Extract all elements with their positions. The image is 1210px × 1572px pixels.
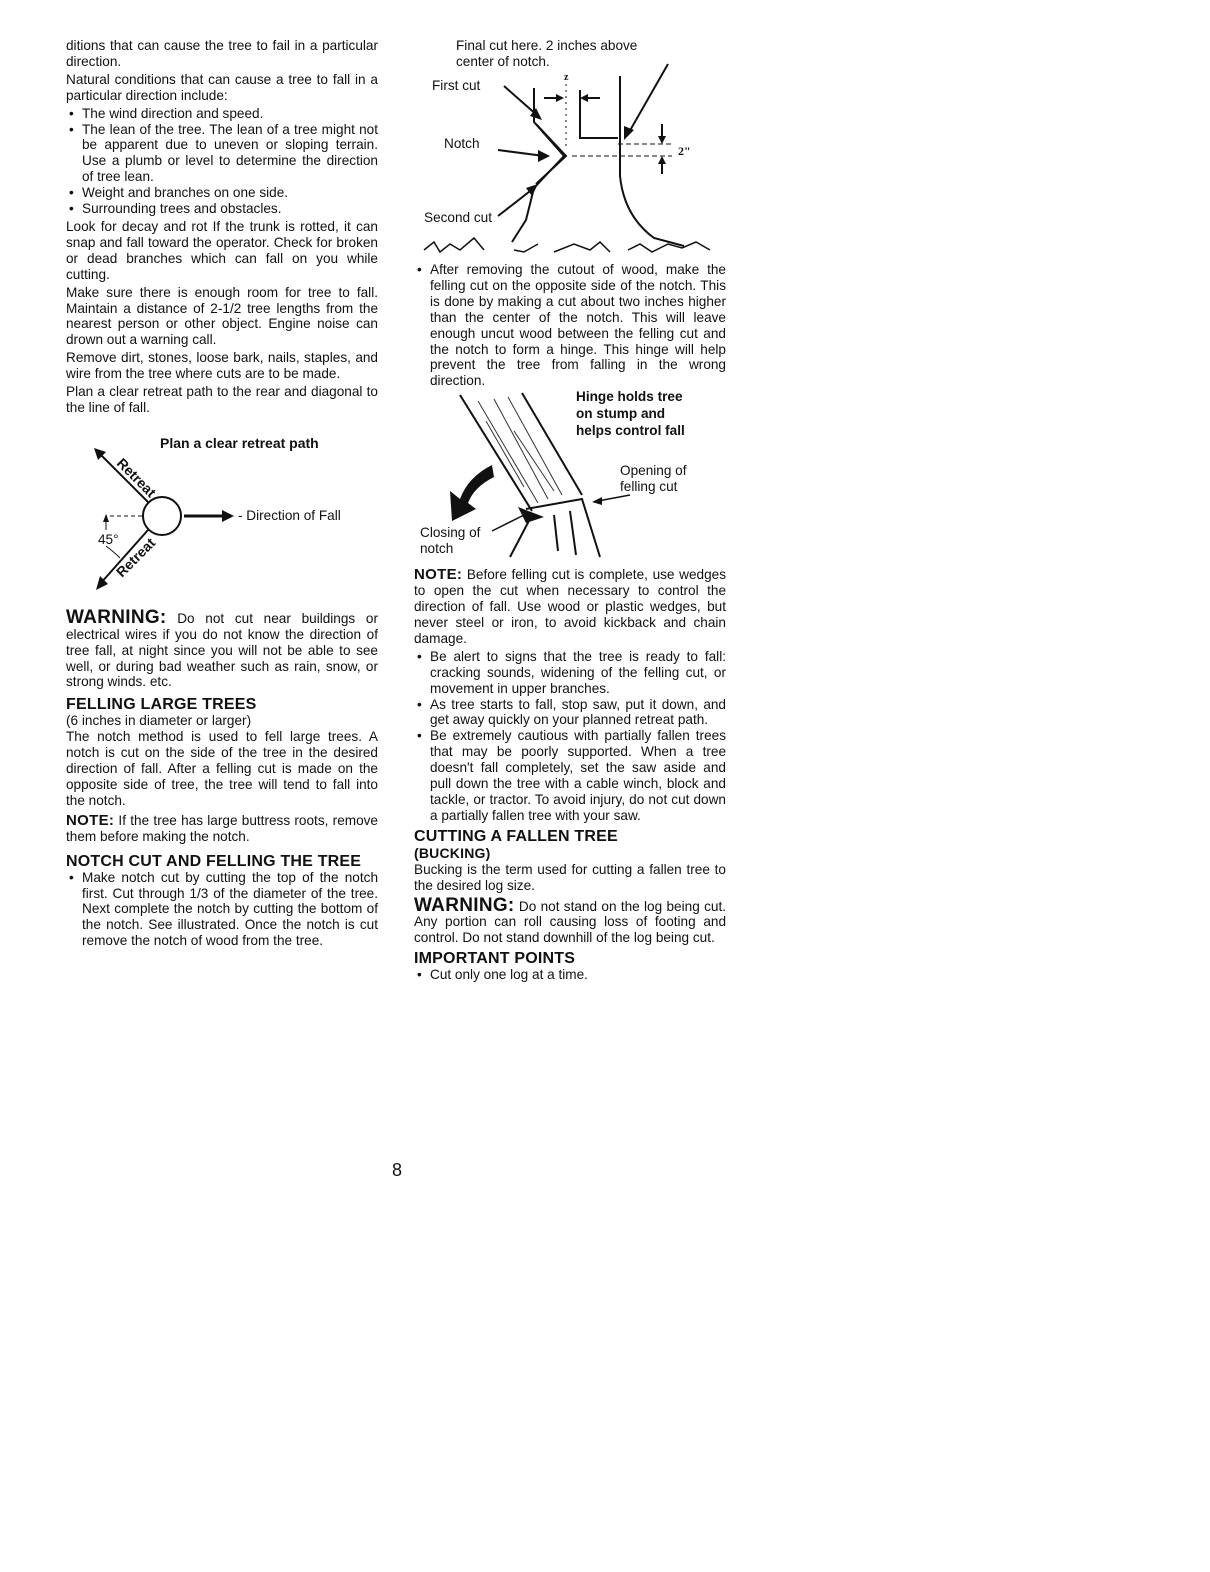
list-item: • Cut only one log at a time. bbox=[414, 967, 726, 983]
retreat-figure-caption: Plan a clear retreat path bbox=[160, 434, 319, 451]
second-cut-label: Second cut bbox=[424, 210, 493, 225]
notch-cut-heading: NOTCH CUT AND FELLING THE TREE bbox=[66, 852, 362, 870]
opening-label-1: Opening of bbox=[620, 463, 687, 479]
natural-conditions-paragraph: Natural conditions that can cause a tree to fall in a particular direction include: bbox=[66, 71, 378, 103]
warning-label: WARNING: bbox=[414, 894, 515, 916]
list-item: • After removing the cutout of wood, make the felling cut on the opposite side of the notch. This is done by making a cut about two inches higher than the center of the notch. This will leave enough uncut wood between the felling cut and the notch to form a hinge. This hinge will help prevent the tree from falling in the wrong direction. bbox=[414, 262, 726, 389]
list-item: • Weight and branches on one side. bbox=[66, 185, 378, 201]
falling-trunk bbox=[460, 393, 582, 511]
warning-text: Do not stand on the log being cut. Any portion can roll causing loss of footing and control. Do not stand downhill of the log being cut. bbox=[414, 898, 726, 946]
hinge-figure bbox=[414, 391, 726, 567]
list-item: • Be alert to signs that the tree is ready to fall: cracking sounds, widening of the felling cut, or movement in upper branches. bbox=[414, 649, 726, 697]
height-arrowhead-top bbox=[658, 136, 666, 144]
fall-direction-arrow bbox=[450, 465, 494, 521]
notch-top-marker: z bbox=[564, 72, 569, 83]
angle-label: 45° bbox=[98, 531, 119, 547]
list-item: • Be extremely cautious with partially fallen trees that may be poorly supported. When a tree doesn't fall completely, set the saw aside and pull down the tree with a cable winch, block and tackle, or tractor. To avoid injury, do not cut down a partially fallen tree with your saw. bbox=[414, 728, 726, 823]
first-cut-pointer bbox=[504, 86, 538, 116]
list-item: • Surrounding trees and obstacles. bbox=[66, 201, 378, 217]
list-item: • The wind direction and speed. bbox=[66, 106, 378, 122]
opening-pointer bbox=[598, 495, 630, 501]
notch-cut-figure bbox=[414, 38, 726, 262]
final-cut-label-2: center of notch. bbox=[456, 54, 550, 69]
important-points-list bbox=[414, 967, 726, 983]
page-number: 8 bbox=[392, 1160, 403, 1180]
left-column bbox=[66, 38, 378, 951]
felling-large-trees-heading: FELLING LARGE TREES bbox=[66, 696, 257, 714]
bucking-paragraph: Bucking is the term used for cutting a fallen tree to the desired log size. bbox=[414, 861, 726, 893]
list-item: • As tree starts to fall, stop saw, put it down, and get away quickly on your planned retreat path. bbox=[414, 697, 726, 729]
note-paragraph bbox=[414, 567, 726, 647]
height-arrowhead-bottom bbox=[658, 156, 666, 164]
first-cut-label: First cut bbox=[432, 78, 481, 93]
fall-safety-list bbox=[414, 649, 726, 824]
hinge-label-3: helps control fall bbox=[576, 423, 685, 439]
note-label: NOTE: bbox=[414, 566, 463, 584]
list-item: • The lean of the tree. The lean of a tree might not be apparent due to uneven or sloping terrain. Use a plumb or level to determine the direction of tree lean. bbox=[66, 122, 378, 186]
gap-arrowhead-right bbox=[580, 94, 588, 102]
note-text: Before felling cut is complete, use wedges to open the cut when necessary to control the direction of fall. Use wood or plastic wedges, but never steel or iron, to avoid kickback and chain damage. bbox=[414, 567, 726, 646]
note-paragraph bbox=[66, 813, 378, 845]
notch-label: Notch bbox=[444, 136, 480, 151]
felling-cut-list bbox=[414, 262, 726, 389]
warning-paragraph bbox=[414, 894, 726, 947]
second-cut-pointer-head bbox=[526, 184, 538, 196]
notch-pointer-head bbox=[538, 150, 550, 162]
decay-paragraph: Look for decay and rot If the trunk is rotted, it can snap and fall toward the operator. Check for broken or dead branches which can fall on you while cutting. bbox=[66, 218, 378, 282]
notch-pointer bbox=[498, 150, 544, 156]
list-item: • Make notch cut by cutting the top of the notch first. Cut through 1/3 of the diameter of the tree. Next complete the notch by cutting the bottom of the notch. See illustrated. Once the notch is cut remove the notch of wood from the tree. bbox=[66, 870, 378, 950]
opening-pointer-head bbox=[592, 497, 602, 505]
cutting-fallen-tree-heading: CUTTING A FALLEN TREE bbox=[414, 827, 618, 845]
final-cut-label: Final cut here. 2 inches above bbox=[456, 38, 638, 53]
right-column bbox=[414, 38, 726, 985]
room-paragraph: Make sure there is enough room for tree to fall. Maintain a distance of 2-1/2 tree lengths from the nearest person or other object. Engine noise can drown out a warning call. bbox=[66, 284, 378, 348]
closing-label-1: Closing of bbox=[420, 525, 481, 541]
note-text: If the tree has large buttress roots, remove them before making the notch. bbox=[66, 812, 378, 844]
felling-subheading: (6 inches in diameter or larger) bbox=[66, 713, 252, 729]
opening-label-2: felling cut bbox=[620, 479, 678, 495]
closing-pointer bbox=[492, 515, 524, 531]
retreat-path-figure bbox=[66, 434, 378, 606]
natural-conditions-list bbox=[66, 106, 378, 217]
bucking-subheading: (BUCKING) bbox=[414, 844, 491, 861]
felling-paragraph: The notch method is used to fell large trees. A notch is cut on the side of the tree in the desired direction of fall. After a felling cut is made on the opposite side of tree, the tree will tend to fall into the notch. bbox=[66, 729, 378, 808]
tree-circle bbox=[143, 497, 181, 535]
important-points-heading: IMPORTANT POINTS bbox=[414, 950, 576, 968]
ground-grass bbox=[424, 238, 710, 252]
warning-paragraph bbox=[66, 606, 378, 691]
two-inch-label: 2" bbox=[678, 144, 691, 158]
hinge-diagram bbox=[414, 391, 726, 567]
retreat-plan-paragraph: Plan a clear retreat path to the rear and diagonal to the line of fall. bbox=[66, 384, 378, 415]
remove-debris-paragraph: Remove dirt, stones, loose bark, nails, staples, and wire from the tree where cuts are to be made. bbox=[66, 350, 378, 382]
hinge-label-1: Hinge holds tree bbox=[576, 389, 683, 405]
retreat-label-lower: Retreat bbox=[112, 534, 159, 580]
trunk-right-edge bbox=[620, 76, 684, 246]
notch-cut-list bbox=[66, 870, 378, 950]
final-cut-pointer bbox=[628, 64, 668, 134]
gap-arrowhead-left bbox=[556, 94, 564, 102]
angle-tick-arrow bbox=[103, 514, 109, 522]
direction-of-fall-label: - Direction of Fall bbox=[238, 507, 341, 523]
trunk-grain bbox=[478, 397, 562, 503]
hinge-label-2: on stump and bbox=[576, 406, 666, 422]
retreat-label-upper: Retreat bbox=[113, 454, 160, 501]
angle-arc bbox=[106, 546, 120, 558]
intro-paragraph: ditions that can cause the tree to fail in a particular direction. bbox=[66, 38, 378, 69]
fall-arrowhead bbox=[222, 510, 234, 522]
warning-text: Do not cut near buildings or electrical wires if you do not know the direction of tree fall, at night since you will not be able to see well, or during bad weather such as rain, snow, or strong winds. etc. bbox=[66, 610, 378, 690]
note-label: NOTE: bbox=[66, 811, 115, 829]
closing-label-2: notch bbox=[420, 541, 454, 557]
stump bbox=[510, 499, 600, 557]
warning-label: WARNING: bbox=[66, 606, 167, 628]
